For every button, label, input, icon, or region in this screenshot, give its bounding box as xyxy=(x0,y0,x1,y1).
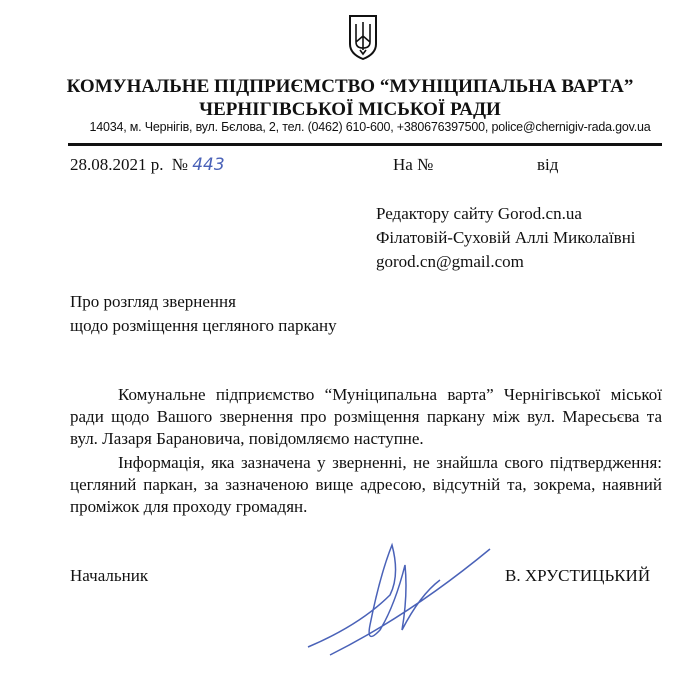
body-paragraph-1: Комунальне підприємство “Муніципальна варта” Чернігівської міської ради щодо Вашого звернення про розміщення паркану між вул. Маресьєва та вул. Лазаря Барановича, повідомляємо наступне. xyxy=(70,385,662,448)
outgoing-reference xyxy=(70,155,225,175)
body-paragraph-2: Інформація, яка зазначена у зверненні, не знайшла свого підтвердження: цегляний паркан, за зазначеною вище адресою, відсутній та, зокрема, наявний проміжок для проходу громадян. xyxy=(70,453,662,516)
org-name-line2: ЧЕРНІГІВСЬКОЇ МІСЬКОЇ РАДИ xyxy=(199,99,501,120)
org-name-line1: КОМУНАЛЬНЕ ПІДПРИЄМСТВО “МУНІЦИПАЛЬНА ВАРТА” xyxy=(66,76,634,97)
document-date: 28.08.2021 р. xyxy=(70,155,164,174)
signer-name: В. ХРУСТИЦЬКИЙ xyxy=(505,566,651,585)
header-divider xyxy=(68,143,662,146)
incoming-ref-label: На № xyxy=(393,155,434,174)
org-address: 14034, м. Чернігів, вул. Бєлова, 2, тел. (0462) 610-600, +380676397500, police@chernigiv-rada.gov.ua xyxy=(89,120,651,134)
number-label: № xyxy=(171,155,188,174)
handwritten-number: 443 xyxy=(192,155,225,175)
recipient-line2: Філатовій-Суховій Аллі Миколаївні xyxy=(376,228,636,247)
signer-position: Начальник xyxy=(70,566,149,585)
subject-line1: Про розгляд звернення xyxy=(70,292,236,311)
trident-crest-icon xyxy=(348,14,378,60)
recipient-block xyxy=(376,202,636,274)
recipient-line1: Редактору сайту Gorod.cn.ua xyxy=(376,204,582,223)
subject-line2: щодо розміщення цегляного паркану xyxy=(70,316,337,335)
from-label: від xyxy=(537,155,559,174)
recipient-email: gorod.cn@gmail.com xyxy=(376,252,524,271)
handwritten-signature-icon xyxy=(300,535,500,665)
subject-block xyxy=(70,290,337,338)
